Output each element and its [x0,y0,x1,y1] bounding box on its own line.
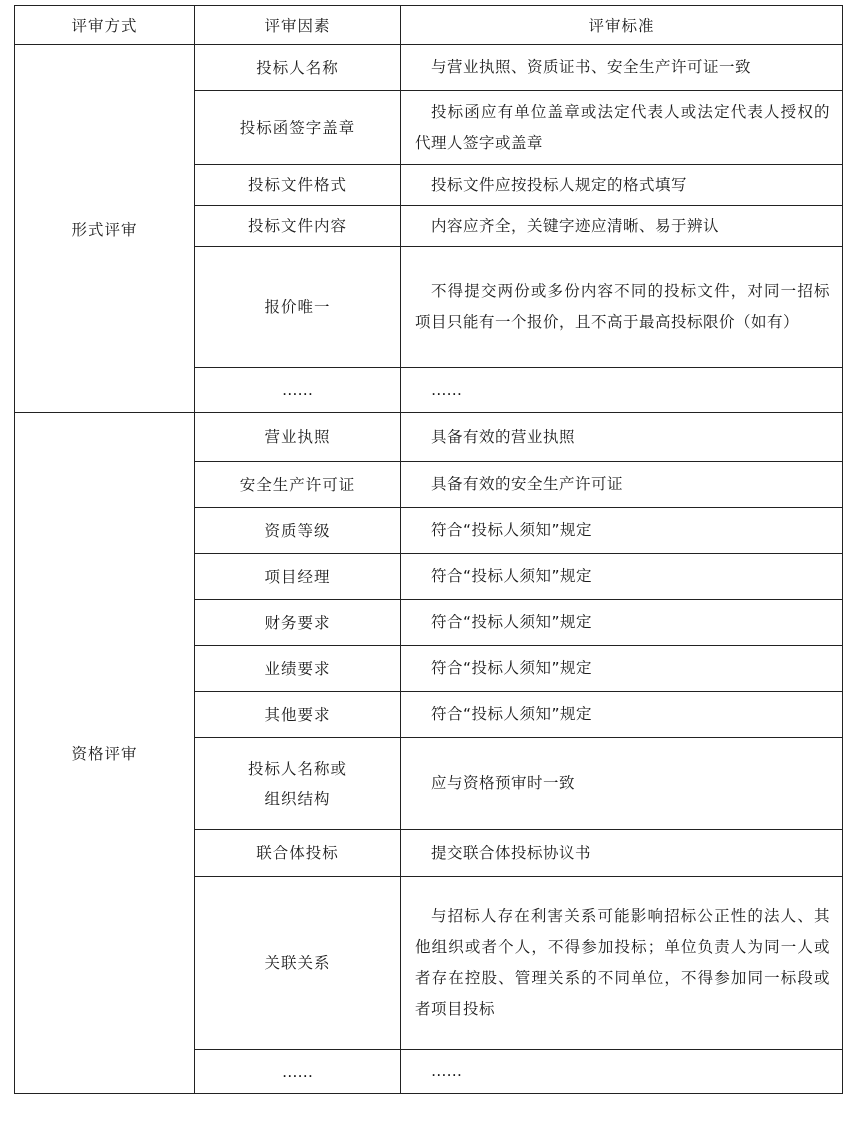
factor-cell: …… [195,1050,401,1094]
standard-cell: 符合“投标人须知”规定 [401,646,843,692]
header-factor: 评审因素 [195,6,401,45]
standard-cell: 符合“投标人须知”规定 [401,554,843,600]
header-method: 评审方式 [15,6,195,45]
factor-cell: …… [195,368,401,413]
standard-cell: 提交联合体投标协议书 [401,830,843,877]
standard-cell: 与招标人存在利害关系可能影响招标公正性的法人、其他组织或者个人，不得参加投标；单位负责人为同一人或者存在控股、管理关系的不同单位，不得参加同一标段或者项目投标 [401,877,843,1050]
standard-cell: 符合“投标人须知”规定 [401,692,843,738]
factor-line: 投标人名称或 [247,759,347,778]
factor-cell: 资质等级 [195,508,401,554]
factor-cell: 联合体投标 [195,830,401,877]
factor-cell: 营业执照 [195,413,401,462]
factor-cell: 投标文件内容 [195,206,401,247]
standard-cell: 具备有效的营业执照 [401,413,843,462]
factor-cell: 财务要求 [195,600,401,646]
standard-cell: 不得提交两份或多份内容不同的投标文件，对同一招标项目只能有一个报价，且不高于最高投标限价（如有） [401,247,843,368]
factor-cell: 业绩要求 [195,646,401,692]
factor-cell: 项目经理 [195,554,401,600]
factor-cell: 投标文件格式 [195,165,401,206]
standard-cell: 与营业执照、资质证书、安全生产许可证一致 [401,45,843,91]
factor-cell: 其他要求 [195,692,401,738]
factor-cell: 投标函签字盖章 [195,91,401,165]
method-qualification: 资格评审 [15,413,195,1094]
standard-cell: 符合“投标人须知”规定 [401,508,843,554]
standard-cell: 投标文件应按投标人规定的格式填写 [401,165,843,206]
factor-cell: 投标人名称 [195,45,401,91]
factor-cell [195,738,401,830]
standard-cell: 应与资格预审时一致 [401,738,843,830]
standard-cell: 内容应齐全，关键字迹应清晰、易于辨认 [401,206,843,247]
standard-cell: 具备有效的安全生产许可证 [401,462,843,508]
factor-line: 组织结构 [264,789,331,808]
review-criteria-table [14,5,843,1094]
table-header-row [15,6,843,45]
standard-cell: …… [401,1050,843,1094]
header-standard: 评审标准 [401,6,843,45]
standard-cell: 投标函应有单位盖章或法定代表人或法定代表人授权的代理人签字或盖章 [401,91,843,165]
factor-cell: 关联关系 [195,877,401,1050]
standard-cell: 符合“投标人须知”规定 [401,600,843,646]
table-row [15,45,843,91]
standard-cell: …… [401,368,843,413]
factor-cell: 报价唯一 [195,247,401,368]
factor-cell: 安全生产许可证 [195,462,401,508]
method-formal: 形式评审 [15,45,195,413]
table-row [15,413,843,462]
